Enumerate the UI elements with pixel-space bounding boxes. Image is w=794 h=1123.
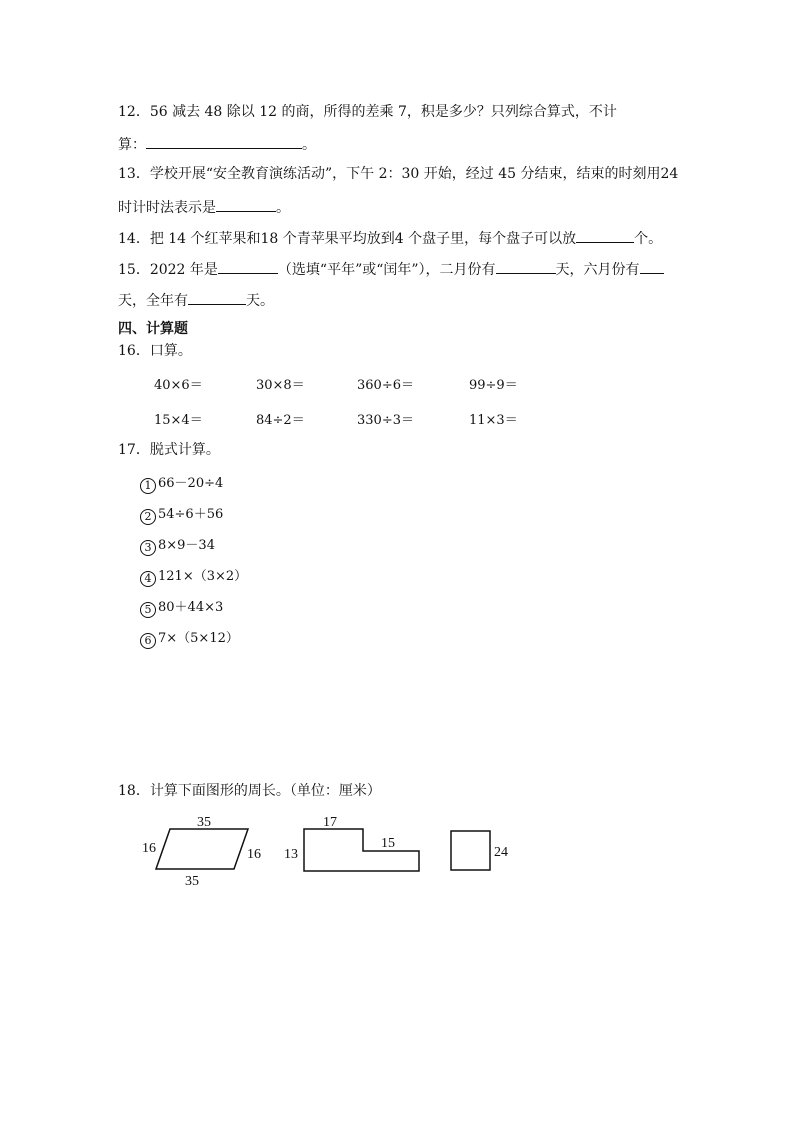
- q18-title: 18．计算下面图形的周长。（单位：厘米）: [118, 783, 381, 799]
- q13-line1: 13．学校开展“安全教育演练活动”，下午 2：30 开始，经过 45 分结束，结束的时刻用24: [118, 166, 679, 182]
- parallelogram-left-label: 16: [142, 841, 156, 856]
- calc-expression: 121×（3×2）: [158, 569, 248, 584]
- q15-part5: 天。: [246, 293, 274, 309]
- item-number-circle: 4: [140, 571, 156, 587]
- item-number-circle: 6: [140, 633, 156, 649]
- oral-item: 15×4＝: [154, 413, 203, 428]
- calc-expression: 54÷6＋56: [158, 507, 224, 522]
- square-side-label: 24: [494, 845, 508, 860]
- q12-line1: 12．56 减去 48 除以 12 的商，所得的差乘 7，积是多少？只列综合算式，不计: [118, 104, 617, 120]
- q15-part2: （选填“平年”或“闰年”），二月份有: [277, 262, 496, 278]
- calc-expression: 80＋44×3: [158, 600, 224, 615]
- q12-prefix: 算：: [118, 137, 146, 153]
- parallelogram-shape: [156, 829, 248, 869]
- q14-prefix: 14．把 14 个红苹果和18 个青苹果平均放到4 个盘子里，每个盘子可以放: [118, 231, 577, 247]
- q14-suffix: 个。: [634, 231, 663, 247]
- q13-prefix: 时计时法表示是: [118, 200, 216, 216]
- step-shape: [304, 829, 419, 871]
- calc-expression: 8×9－34: [158, 538, 215, 553]
- q16-title: 16．口算。: [118, 343, 192, 359]
- oral-item: 330÷3＝: [357, 413, 414, 428]
- parallelogram-right-label: 16: [247, 847, 261, 862]
- calc-expression: 66－20÷4: [158, 476, 224, 491]
- q15-part4: 天，全年有: [118, 293, 188, 309]
- oral-item: 40×6＝: [154, 378, 203, 393]
- oral-item: 99÷9＝: [469, 378, 518, 393]
- step-shape-top-label: 17: [323, 815, 337, 830]
- parallelogram-top-label: 35: [197, 815, 211, 830]
- q12-suffix: 。: [302, 137, 316, 153]
- q15-part1: 15．2022 年是: [118, 262, 218, 278]
- item-number-circle: 1: [140, 478, 156, 494]
- oral-item: 360÷6＝: [357, 378, 414, 393]
- oral-item: 30×8＝: [256, 378, 305, 393]
- oral-item: 84÷2＝: [256, 413, 305, 428]
- step-shape-step-label: 15: [381, 836, 395, 851]
- item-number-circle: 3: [140, 540, 156, 556]
- q13-suffix: 。: [276, 200, 290, 216]
- item-number-circle: 5: [140, 602, 156, 618]
- q17-title: 17．脱式计算。: [118, 442, 220, 458]
- item-number-circle: 2: [140, 509, 156, 525]
- section-title: 四、计算题: [118, 321, 188, 337]
- oral-item: 11×3＝: [469, 413, 518, 428]
- step-shape-left-label: 13: [284, 847, 298, 862]
- calc-expression: 7×（5×12）: [158, 631, 239, 646]
- square-shape: [451, 831, 490, 870]
- parallelogram-bottom-label: 35: [185, 874, 199, 889]
- q15-part3: 天，六月份有: [555, 262, 640, 278]
